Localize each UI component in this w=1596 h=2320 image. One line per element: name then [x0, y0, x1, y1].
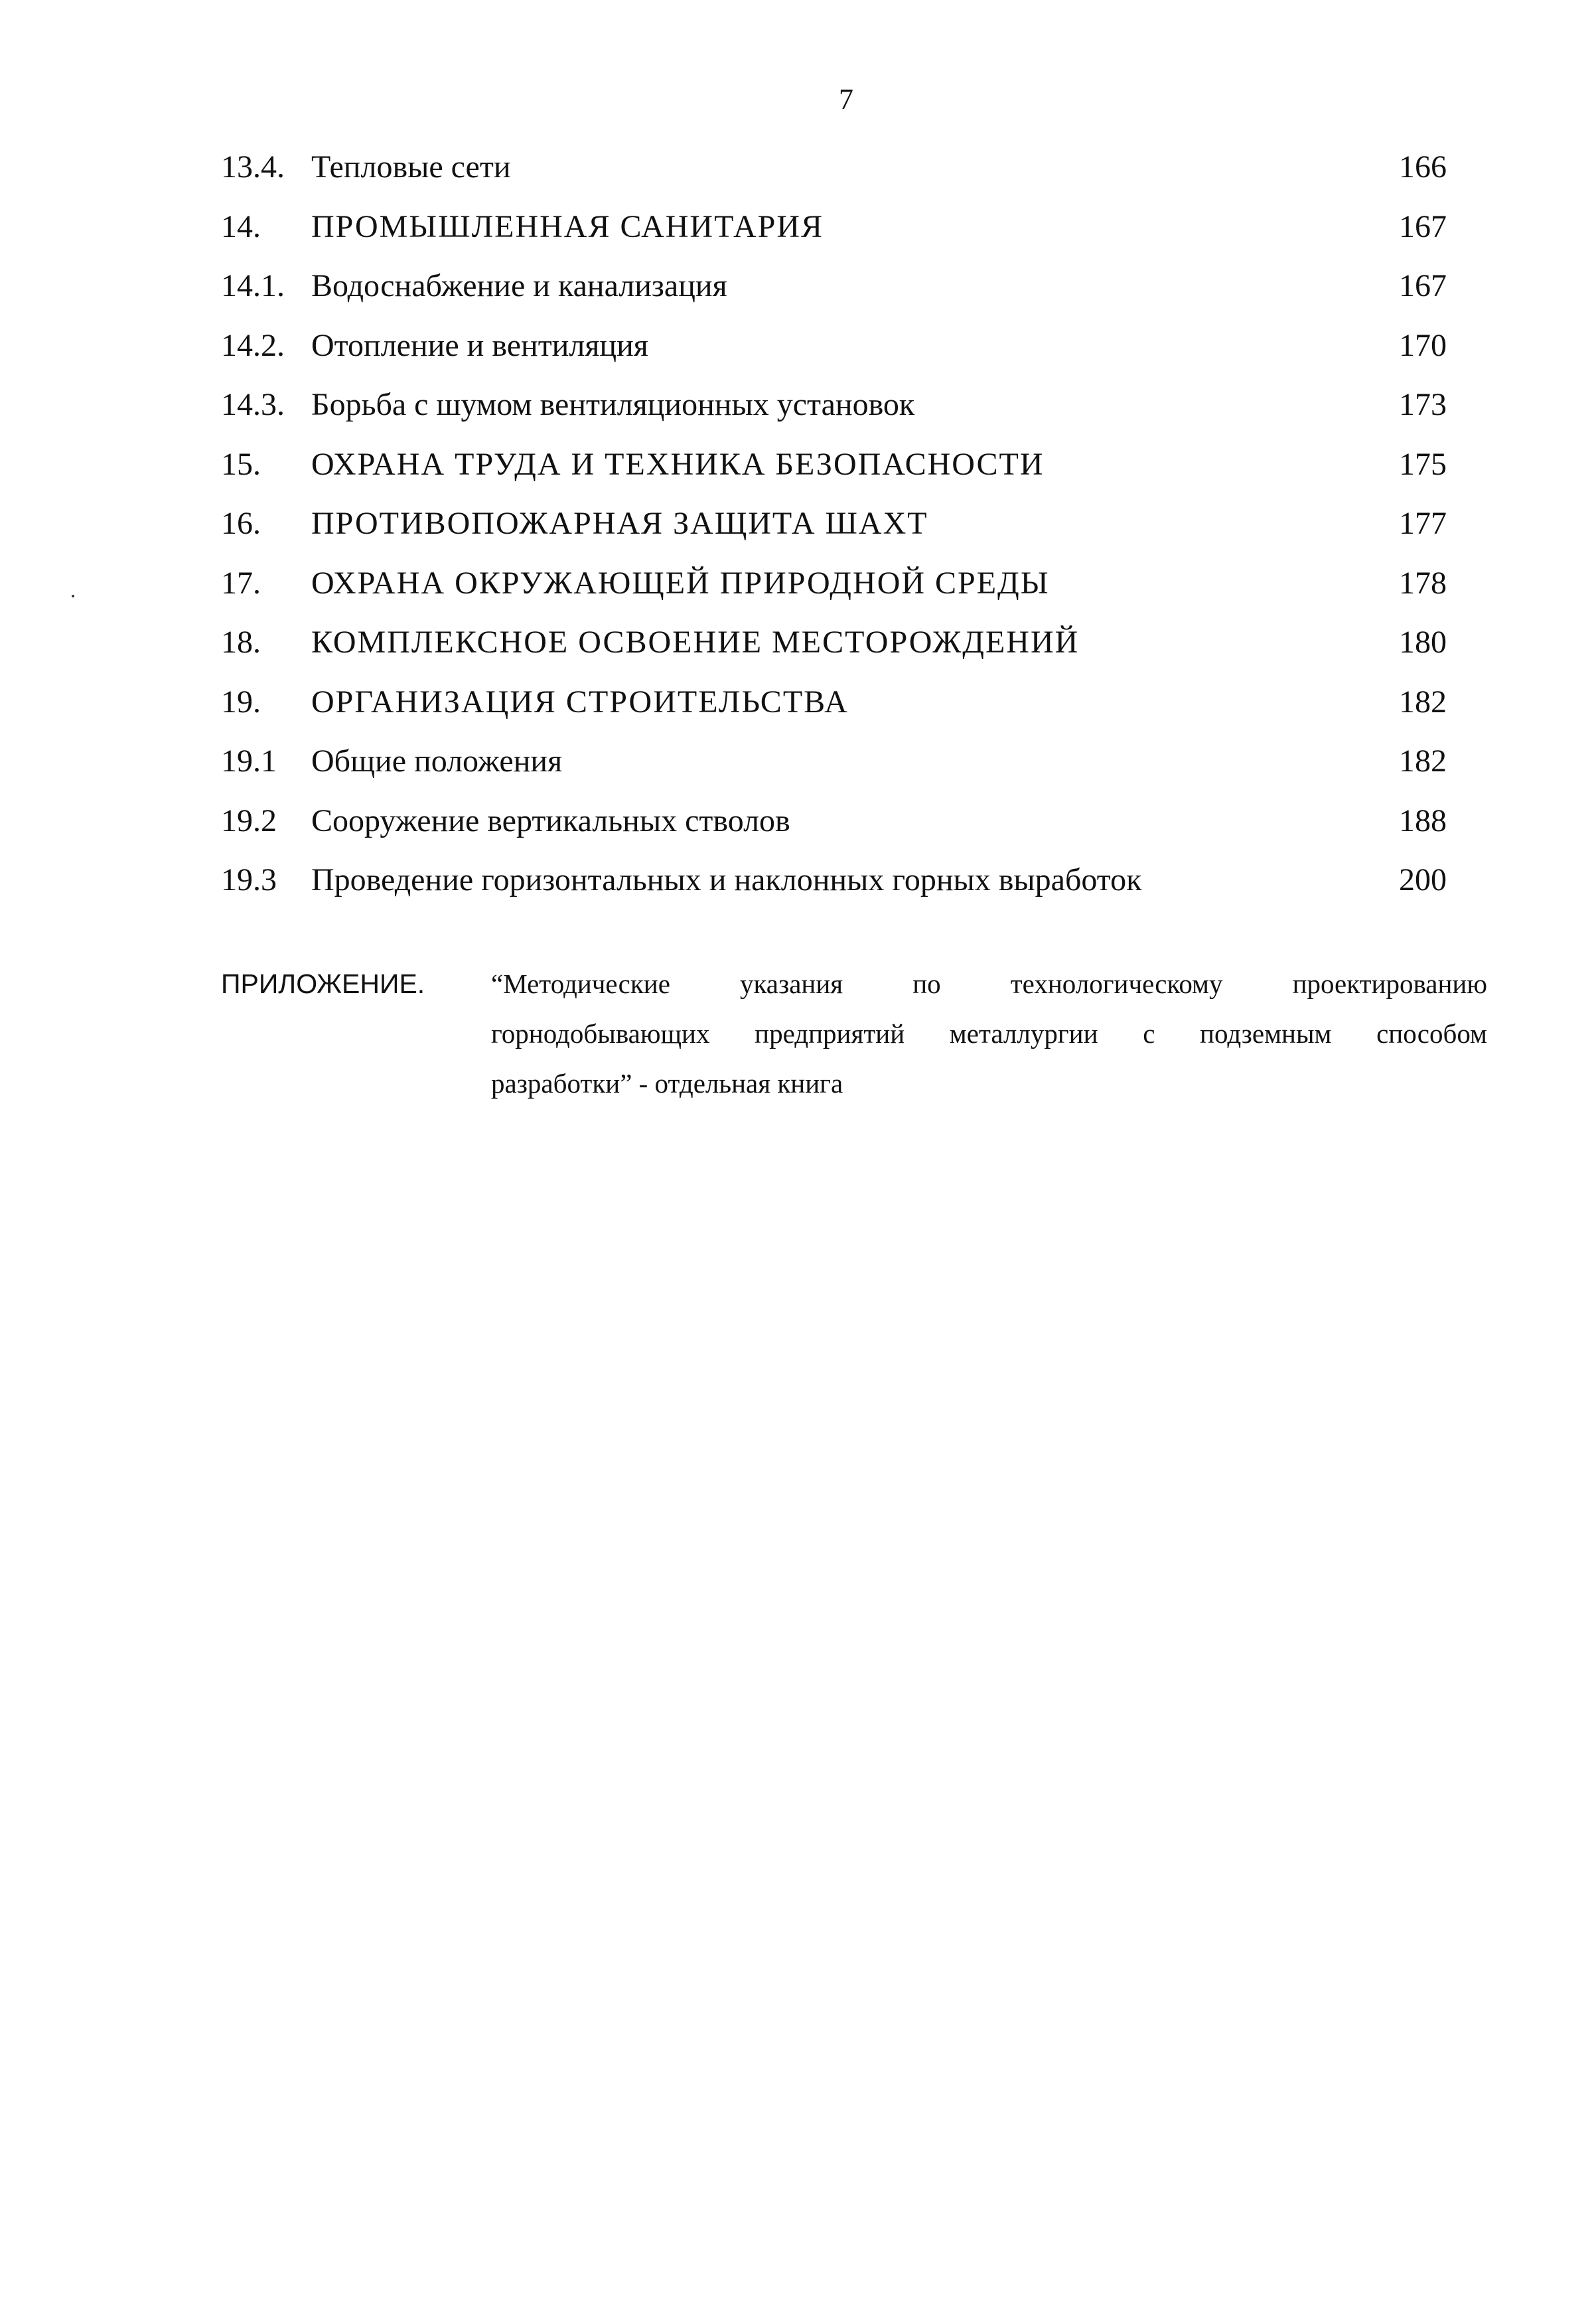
toc-entry [221, 143, 1447, 192]
toc-entry [221, 499, 1447, 548]
toc-entry [221, 262, 1447, 311]
toc-entry-title: ОХРАНА ОКРУЖАЮЩЕЙ ПРИРОДНОЙ СРЕДЫ [311, 566, 1050, 601]
toc-entry-page: 177 [1399, 506, 1447, 541]
toc-entry-page: 175 [1399, 447, 1447, 482]
appendix-line: горнодобывающих предприятий металлургии с подземным способом [491, 1018, 1487, 1049]
toc-entry-page: 182 [1399, 684, 1447, 720]
toc-entry-page: 173 [1399, 387, 1447, 422]
toc-entry-title: КОМПЛЕКСНОЕ ОСВОЕНИЕ МЕСТОРОЖДЕНИЙ [311, 625, 1080, 660]
margin-dot [72, 595, 74, 597]
appendix-line: “Методические указания по технологическому проектированию [491, 968, 1487, 999]
toc-entry-page: 166 [1399, 149, 1447, 185]
toc-entry-page: 200 [1399, 862, 1447, 897]
toc-entry-number: 14.2. [221, 328, 285, 363]
toc-entry [221, 678, 1447, 727]
toc-entry [221, 321, 1447, 370]
toc-entry-number: 13.4. [221, 149, 285, 185]
toc-entry-title: ПРОТИВОПОЖАРНАЯ ЗАЩИТА ШАХТ [311, 506, 928, 541]
toc-entry-title: ОРГАНИЗАЦИЯ СТРОИТЕЛЬСТВА [311, 684, 849, 720]
toc-entry-page: 178 [1399, 566, 1447, 601]
toc-entry-page: 167 [1399, 268, 1447, 303]
toc-entry-number: 14.3. [221, 387, 285, 422]
toc-entry-number: 19.2 [221, 803, 277, 838]
appendix-description [491, 959, 1487, 1109]
toc-entry-title: Борьба с шумом вентиляционных установок [311, 387, 915, 422]
toc-entry-title: Отопление и вентиляция [311, 328, 648, 363]
toc-entry [221, 440, 1447, 489]
toc-entry-title: ПРОМЫШЛЕННАЯ САНИТАРИЯ [311, 209, 824, 244]
page-number: 7 [839, 83, 853, 116]
toc-entry [221, 737, 1447, 786]
toc-entry [221, 856, 1447, 905]
appendix-label: ПРИЛОЖЕНИЕ. [221, 968, 425, 999]
toc-entry-title: Проведение горизонтальных и наклонных горных выработок [311, 862, 1142, 897]
toc-entry-number: 15. [221, 447, 261, 482]
toc-entry [221, 202, 1447, 252]
toc-entry [221, 559, 1447, 608]
toc-entry [221, 618, 1447, 667]
toc-entry [221, 797, 1447, 846]
toc-entry-number: 19.1 [221, 743, 277, 779]
toc-entry-title: Водоснабжение и канализация [311, 268, 727, 303]
toc-entry-number: 14.1. [221, 268, 285, 303]
toc-entry-number: 19.3 [221, 862, 277, 897]
toc-entry-number: 14. [221, 209, 261, 244]
toc-entry-page: 167 [1399, 209, 1447, 244]
toc-entry-page: 170 [1399, 328, 1447, 363]
toc-entry-page: 180 [1399, 625, 1447, 660]
toc-entry-number: 16. [221, 506, 261, 541]
toc-entry-page: 182 [1399, 743, 1447, 779]
toc-entry-number: 18. [221, 625, 261, 660]
appendix-line: разработки” - отдельная книга [491, 1068, 843, 1099]
toc-entry-page: 188 [1399, 803, 1447, 838]
toc-entry-title: Сооружение вертикальных стволов [311, 803, 790, 838]
toc-entry-number: 17. [221, 566, 261, 601]
toc-entry-title: Тепловые сети [311, 149, 511, 185]
toc-entry-title: Общие положения [311, 743, 563, 779]
toc-entry-title: ОХРАНА ТРУДА И ТЕХНИКА БЕЗОПАСНОСТИ [311, 447, 1045, 482]
toc-entry-number: 19. [221, 684, 261, 720]
toc-entry [221, 380, 1447, 429]
